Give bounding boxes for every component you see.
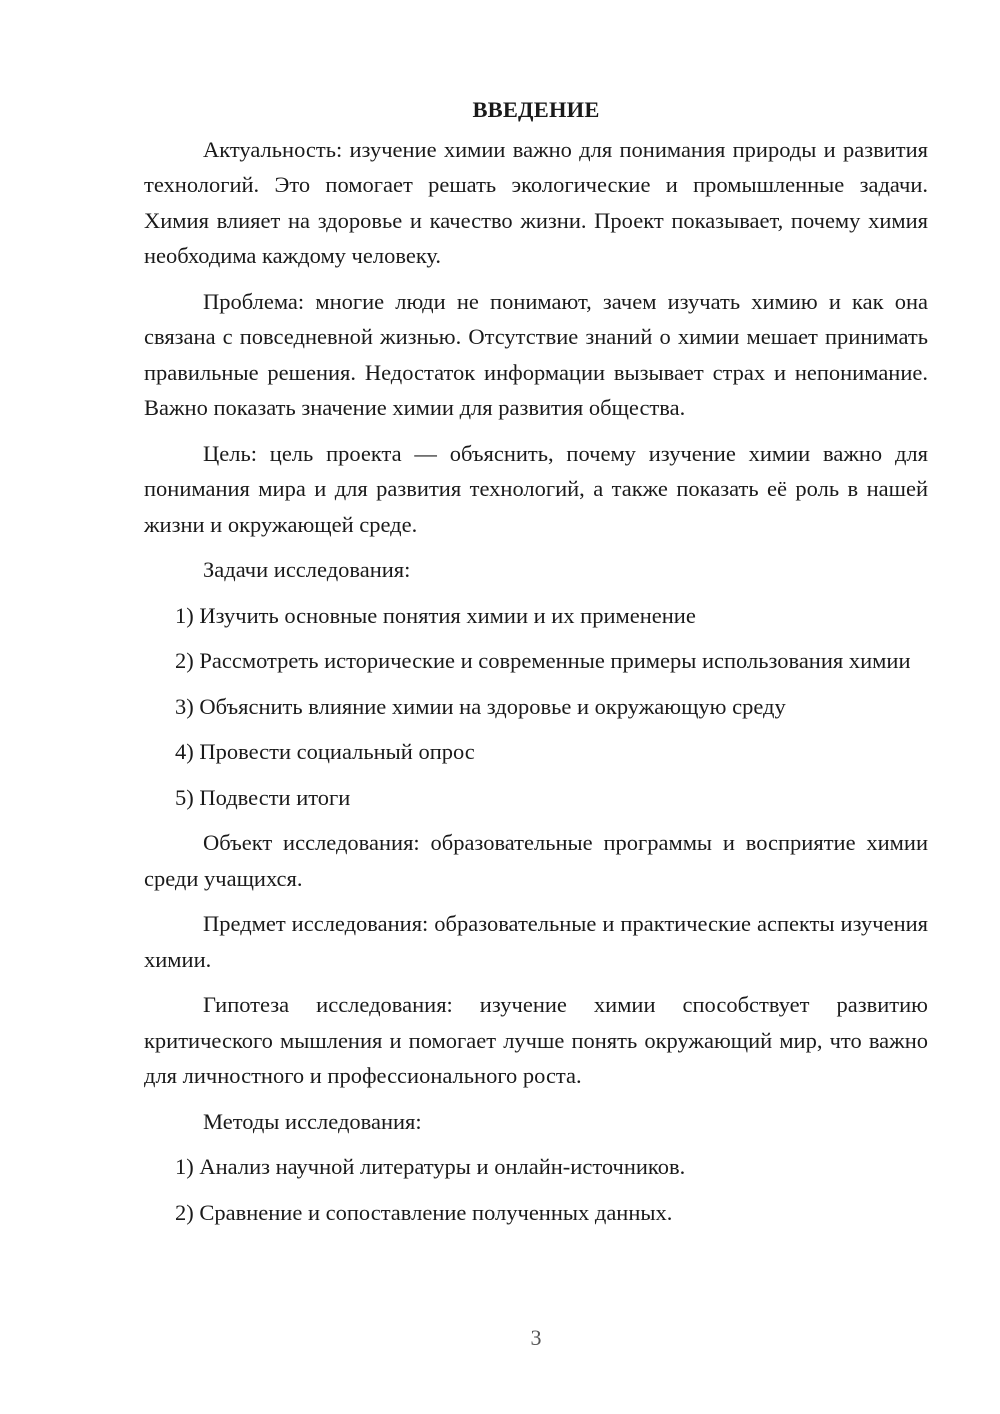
section-title: ВВЕДЕНИЕ: [472, 97, 600, 122]
relevance-paragraph: Актуальность: изучение химии важно для понимания природы и развития технологий. Это помогает решать экологические и промышленные задачи. Химия влияет на здоровье и качество жизни. Проект показывает, почему химия необходима каждому человеку.: [144, 136, 928, 268]
page-number: 3: [530, 1325, 542, 1350]
object-paragraph: Объект исследования: образовательные программы и восприятие химии среди учащихся.: [144, 830, 928, 891]
method-item-1: 1) Анализ научной литературы и онлайн-источников.: [175, 1154, 686, 1179]
hypothesis-paragraph: Гипотеза исследования: изучение химии способствует развитию критического мышления и помогает лучше понять окружающий мир, что важно для личностного и профессионального роста.: [144, 992, 928, 1088]
subject-paragraph: Предмет исследования: образовательные и практические аспекты изучения химии.: [144, 911, 928, 972]
method-item-2: 2) Сравнение и сопоставление полученных данных.: [175, 1199, 673, 1225]
problem-paragraph: Проблема: многие люди не понимают, зачем изучать химию и как она связана с повседневной жизнью. Отсутствие знаний о химии мешает принимать правильные решения. Недостаток информации вызывает страх и непонимание. Важно показать значение химии для развития общества.: [144, 288, 928, 420]
task-item-5: 5) Подвести итоги: [175, 784, 351, 810]
goal-paragraph: Цель: цель проекта — объяснить, почему изучение химии важно для понимания мира и для развития технологий, а также показать её роль в нашей жизни и окружающей среде.: [144, 440, 928, 537]
task-item-4: 4) Провести социальный опрос: [175, 739, 475, 764]
task-item-2: 2) Рассмотреть исторические и современные примеры использования химии: [175, 648, 911, 673]
task-item-3: 3) Объяснить влияние химии на здоровье и окружающую среду: [175, 693, 786, 719]
page-content: [144, 92, 928, 1240]
task-item-1: 1) Изучить основные понятия химии и их применение: [175, 602, 696, 628]
methods-heading: Методы исследования:: [203, 1108, 422, 1134]
tasks-heading: Задачи исследования:: [203, 557, 411, 582]
